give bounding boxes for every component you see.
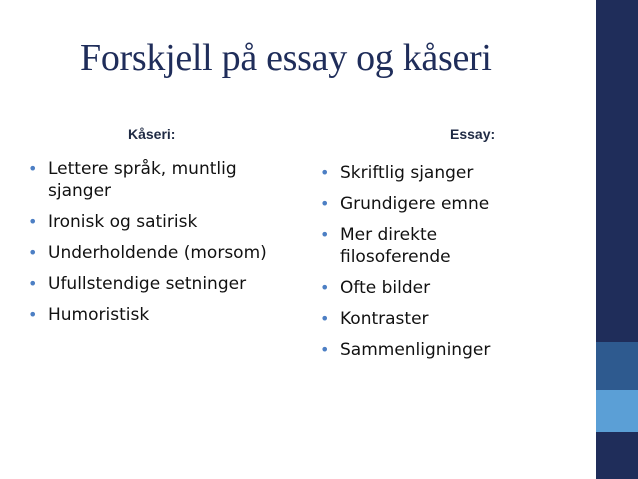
list-item [320,162,540,184]
bullet-dot-icon: • [320,163,330,182]
list-item-text: Lettere språk, muntlig sjanger [48,159,237,201]
list-item [28,158,278,202]
list-item-text: Ufullstendige setninger [48,274,247,294]
sidebar-accent-block [596,432,638,479]
list-item-text: Mer direkte filosoferende [340,225,451,267]
bullet-dot-icon: • [28,243,38,262]
bullet-dot-icon: • [28,305,38,324]
list-item-text: Kontraster [340,309,429,329]
sidebar-accent-block [596,342,638,390]
left-bullet-list [28,158,278,335]
list-item-text: Underholdende (morsom) [48,243,267,263]
list-item-text: Grundigere emne [340,194,490,214]
bullet-dot-icon: • [28,212,38,231]
bullet-dot-icon: • [320,340,330,359]
left-column-header: Kåseri: [128,126,176,142]
right-bullet-list [320,162,540,370]
list-item [28,273,278,295]
bullet-dot-icon: • [320,278,330,297]
list-item [320,224,540,268]
list-item [320,193,540,215]
slide-title: Forskjell på essay og kåseri [80,37,492,79]
bullet-dot-icon: • [320,309,330,328]
list-item-text: Ironisk og satirisk [48,212,198,232]
bullet-dot-icon: • [320,225,330,244]
list-item [28,304,278,326]
list-item-text: Sammenligninger [340,340,491,360]
bullet-dot-icon: • [28,274,38,293]
right-column-header: Essay: [450,126,496,142]
list-item [28,242,278,264]
list-item-text: Humoristisk [48,305,150,325]
list-item-text: Ofte bilder [340,278,431,298]
list-item [320,277,540,299]
list-item-text: Skriftlig sjanger [340,163,474,183]
list-item [320,339,540,361]
bullet-dot-icon: • [28,159,38,178]
list-item [320,308,540,330]
bullet-dot-icon: • [320,194,330,213]
list-item [28,211,278,233]
sidebar-accent-block [596,390,638,432]
